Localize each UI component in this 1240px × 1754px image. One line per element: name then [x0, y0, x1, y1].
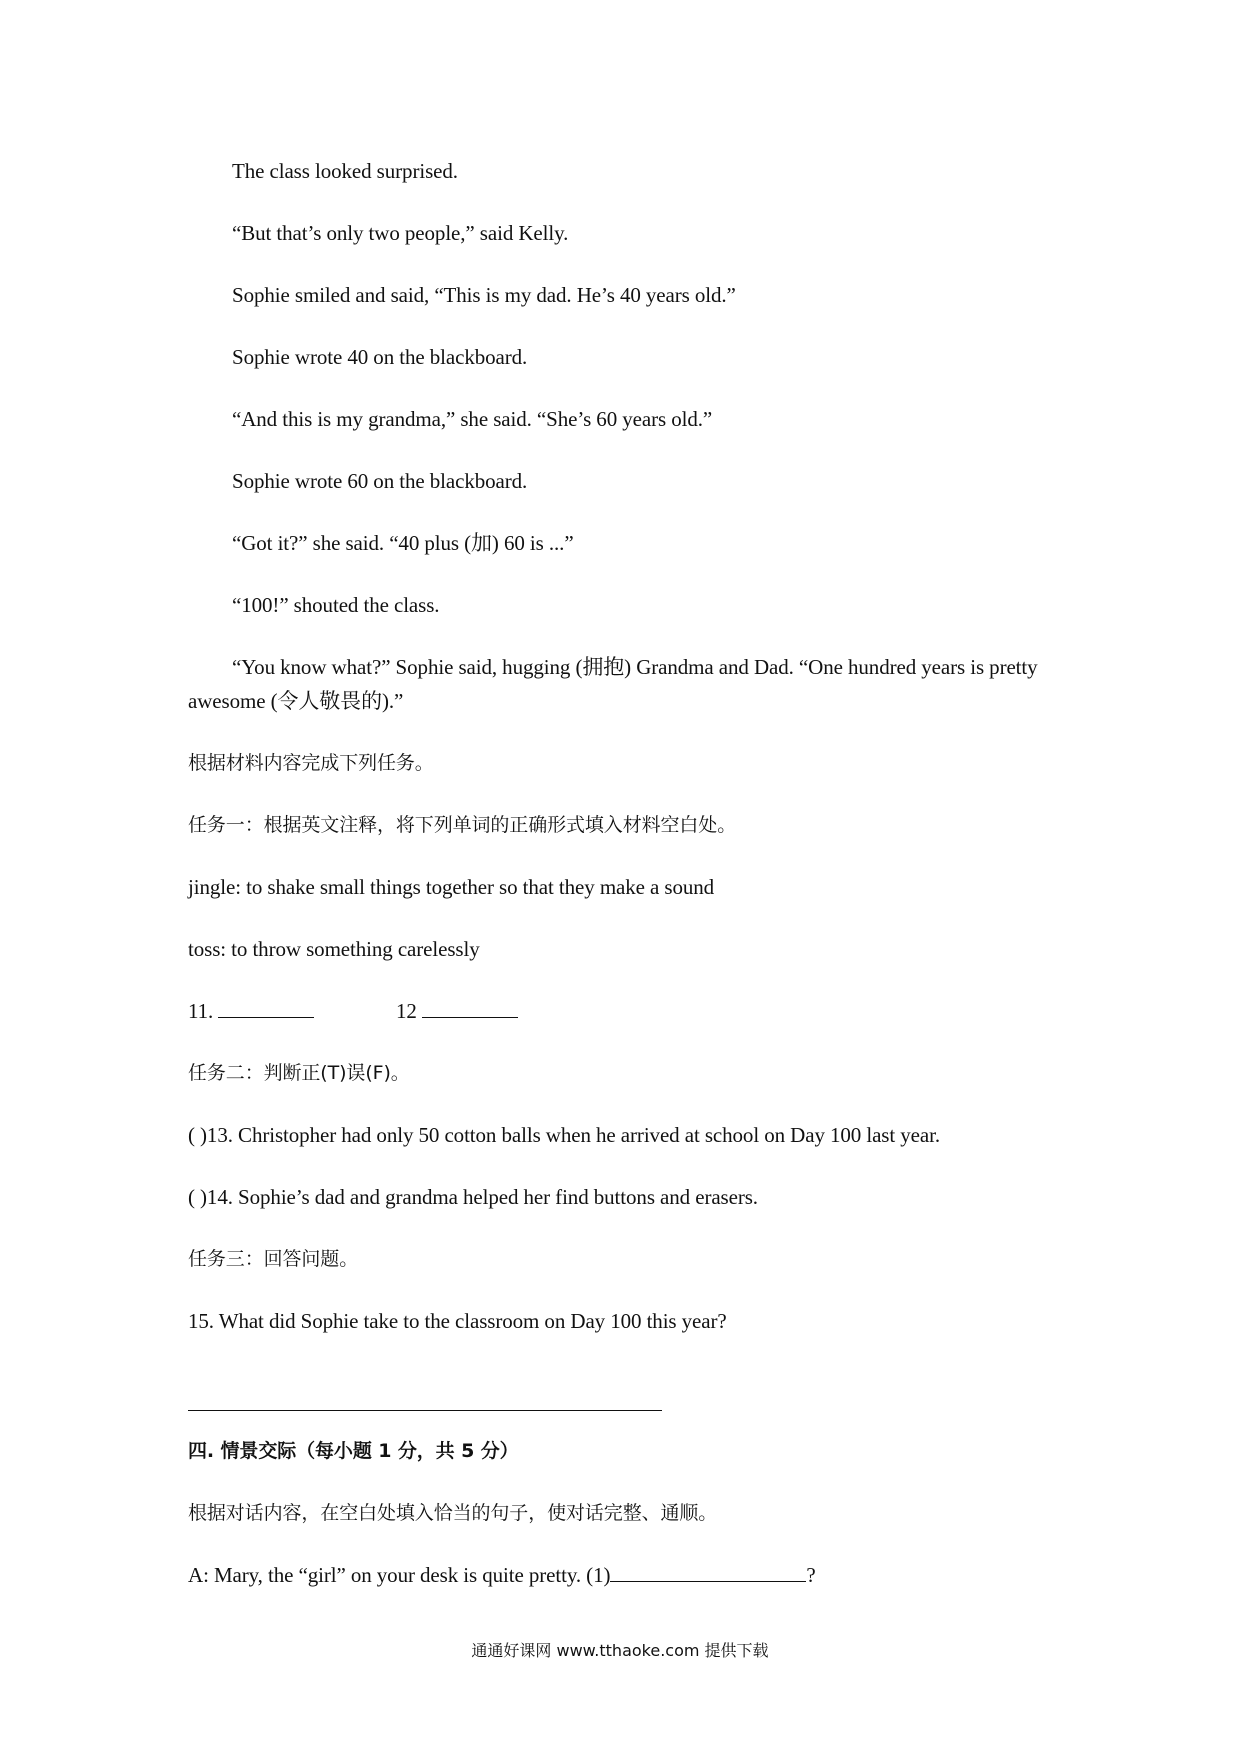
question-14: ( )14. Sophie’s dad and grandma helped her find buttons and erasers. — [188, 1185, 758, 1209]
story-line-6: Sophie wrote 60 on the blackboard. — [232, 469, 528, 493]
story-line-7: “Got it?” she said. “40 plus (加) 60 is ...” — [232, 531, 574, 555]
story-line-1: The class looked surprised. — [232, 159, 458, 183]
question-11-number: 11. — [188, 999, 214, 1023]
question-12 — [396, 994, 518, 1028]
story-line-9: “You know what?” Sophie said, hugging (拥抱) Grandma and Dad. “One hundred years is pretty awesome (令人敬畏的).” — [188, 655, 1038, 713]
story-line-8: “100!” shouted the class. — [232, 593, 440, 617]
answer-line-15[interactable] — [188, 1410, 662, 1411]
page-footer: 通通好课网 www.tthaoke.com 提供下载 — [471, 1641, 769, 1660]
question-11 — [188, 994, 314, 1028]
dialog-a-end: ? — [806, 1563, 816, 1587]
definition-jingle: jingle: to shake small things together so that they make a sound — [188, 875, 715, 899]
task-instruction: 根据材料内容完成下列任务。 — [188, 752, 434, 774]
question-15: 15. What did Sophie take to the classroom on Day 100 this year? — [188, 1309, 727, 1333]
dialog-blank-1[interactable] — [610, 1561, 806, 1582]
answer-blank-12[interactable] — [422, 997, 518, 1018]
dialog-line-a — [188, 1558, 816, 1592]
task3-title: 任务三：回答问题。 — [188, 1248, 359, 1270]
story-line-2: “But that’s only two people,” said Kelly. — [232, 221, 569, 245]
section4-heading: 四. 情景交际（每小题 1 分，共 5 分） — [188, 1440, 519, 1462]
task2-title: 任务二：判断正(T)误(F)。 — [188, 1062, 410, 1084]
answer-blank-11[interactable] — [218, 997, 314, 1018]
definition-toss: toss: to throw something carelessly — [188, 937, 480, 961]
story-line-3: Sophie smiled and said, “This is my dad. He’s 40 years old.” — [232, 283, 736, 307]
story-line-5: “And this is my grandma,” she said. “She’s 60 years old.” — [232, 407, 713, 431]
question-12-number: 12 — [396, 999, 417, 1023]
dialog-a-text: A: Mary, the “girl” on your desk is quite pretty. (1) — [188, 1563, 611, 1587]
story-line-4: Sophie wrote 40 on the blackboard. — [232, 345, 528, 369]
section4-instruction: 根据对话内容，在空白处填入恰当的句子，使对话完整、通顺。 — [188, 1502, 718, 1524]
question-13: ( )13. Christopher had only 50 cotton balls when he arrived at school on Day 100 last year. — [188, 1123, 940, 1147]
task1-title: 任务一：根据英文注释，将下列单词的正确形式填入材料空白处。 — [188, 814, 737, 836]
